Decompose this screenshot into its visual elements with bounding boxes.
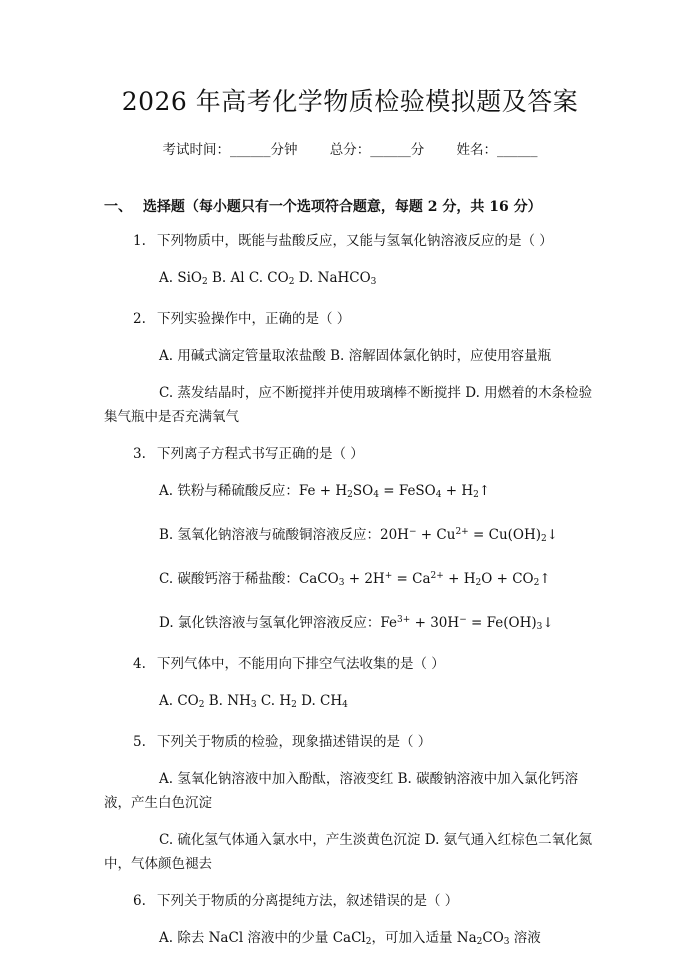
question-5-options-ab: A. 氢氧化钠溶液中加入酚酞，溶液变红 B. 碳酸钠溶液中加入氯化钙溶液，产生白色沉淀: [104, 771, 579, 811]
question-3: [133, 442, 596, 466]
question-3-option-b: B. 氢氧化钠溶液与硫酸铜溶液反应：$20H^- + Cu^{2+}$ = $Cu(OH)_2↓$: [159, 527, 559, 544]
question-number: 4.: [133, 656, 146, 672]
question-3-option-a: A. 铁粉与稀硫酸反应：$Fe + H_2SO_4$ = FeSO$_4$ + $H_2↑$: [159, 483, 491, 500]
exam-time: 考试时间：______分钟: [162, 142, 298, 158]
question-stem: 下列关于物质的检验，现象描述错误的是（ ）: [157, 734, 432, 750]
page-title: 2026 年高考化学物质检验模拟题及答案: [121, 87, 579, 116]
section-number: 一、: [104, 199, 132, 215]
question-5: [133, 730, 596, 754]
question-number: 1.: [133, 233, 146, 249]
question-number: 5.: [133, 734, 146, 750]
question-6-option-a: A. 除去 NaCl 溶液中的少量 CaCl$_2$，可加入适量 $Na_2CO_3$ 溶液: [159, 930, 541, 947]
question-1-options: A. SiO$_2$ B. Al C. $CO_2$ D. NaHCO$_3$: [159, 270, 377, 287]
question-stem: 下列离子方程式书写正确的是（ ）: [157, 446, 364, 462]
question-stem: 下列物质中，既能与盐酸反应，又能与氢氧化钠溶液反应的是（ ）: [157, 233, 553, 249]
question-2: [133, 307, 596, 331]
question-6: [133, 889, 596, 913]
question-3-option-d: D. 氯化铁溶液与氢氧化钾溶液反应：$Fe^{3+} + 30H^-$ = $Fe(OH)_3↓$: [159, 615, 554, 632]
question-stem: 下列气体中，不能用向下排空气法收集的是（ ）: [157, 656, 445, 672]
question-list: [104, 229, 596, 954]
question-1: [133, 229, 596, 253]
question-2-options-ab: A. 用碱式滴定管量取浓盐酸 B. 溶解固体氯化钠时，应使用容量瓶: [159, 348, 552, 364]
question-2-options-cd: C. 蒸发结晶时，应不断搅拌并使用玻璃棒不断搅拌 D. 用燃着的木条检验集气瓶中是否充满氧气: [104, 385, 593, 425]
question-number: 6.: [133, 893, 146, 909]
question-5-options-cd: C. 硫化氢气体通入氯水中，产生淡黄色沉淀 D. 氨气通入红棕色二氧化氮中，气体颜色褪去: [104, 832, 593, 872]
question-number: 3.: [133, 446, 146, 462]
exam-meta: [104, 138, 596, 158]
total-score: 总分：______分: [329, 142, 425, 158]
section-label: 选择题（每小题只有一个选项符合题意，每题 2 分，共 16 分）: [142, 199, 542, 215]
question-stem: 下列实验操作中，正确的是（ ）: [157, 311, 351, 327]
question-4: [133, 652, 596, 676]
question-stem: 下列关于物质的分离提纯方法，叙述错误的是（ ）: [157, 893, 459, 909]
question-number: 2.: [133, 311, 146, 327]
question-4-options: A. $CO_2$ B. $NH_3$ C. $H_2$ D. $CH_4$: [159, 693, 348, 710]
student-name: 姓名：______: [456, 142, 538, 158]
question-3-option-c: C. 碳酸钙溶于稀盐酸：CaCO$_3$ + $2H^+ = Ca^{2+} + H_2O$ + $CO_2↑$: [159, 571, 551, 588]
section-heading: [104, 196, 596, 216]
